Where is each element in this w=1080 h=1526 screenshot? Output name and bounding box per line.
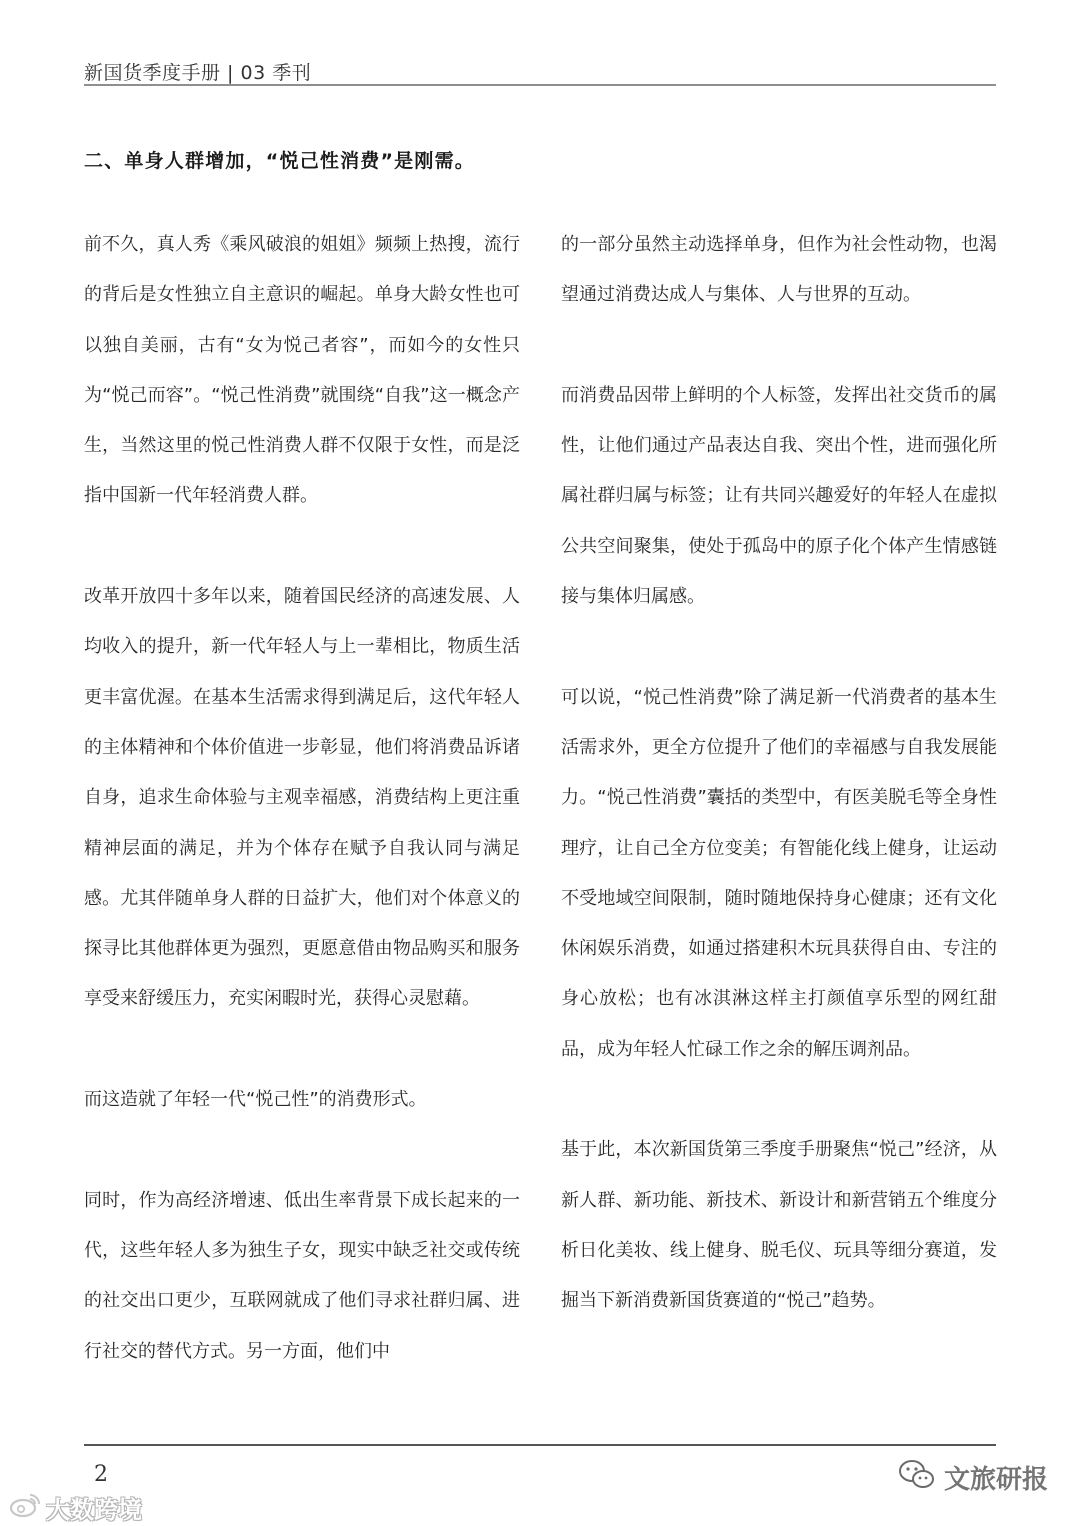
watermark-right xyxy=(898,1458,1048,1497)
paragraph: 的一部分虽然主动选择单身，但作为社会性动物，也渴望通过消费达成人与集体、人与世界的互动。 xyxy=(561,234,997,306)
paragraph: 而这造就了年轻一代“悦己性”的消费形式。 xyxy=(84,1089,427,1111)
weibo-logo-icon xyxy=(8,1491,42,1525)
header-divider xyxy=(84,84,996,86)
wechat-logo-icon xyxy=(898,1458,936,1497)
page-number: 2 xyxy=(94,1462,108,1487)
section-heading: 二、单身人群增加，“悦己性消费”是刚需。 xyxy=(84,150,475,172)
watermark-left-text: 大数跨境 xyxy=(46,1496,142,1524)
running-header: 新国货季度手册 | 03 季刊 xyxy=(84,62,312,84)
footer-divider xyxy=(84,1444,996,1446)
left-column xyxy=(84,220,520,1377)
paragraph: 基于此，本次新国货第三季度手册聚焦“悦己”经济，从新人群、新功能、新技术、新设计和新营销五个维度分析日化美妆、线上健身、脱毛仪、玩具等细分赛道，发掘当下新消费新国货赛道的“悦己”趋势。 xyxy=(561,1139,997,1312)
watermark-left xyxy=(8,1490,142,1525)
paragraph: 可以说，“悦己性消费”除了满足新一代消费者的基本生活需求外，更全方位提升了他们的幸福感与自我发展能力。“悦己性消费”囊括的类型中，有医美脱毛等全身性理疗，让自己全方位变美；有智能化线上健身，让运动不受地域空间限制，随时随地保持身心健康；还有文化休闲娱乐消费，如通过搭建积木玩具获得自由、专注的身心放松；也有冰淇淋这样主打颜值享乐型的网红甜品，成为年轻人忙碌工作之余的解压调剂品。 xyxy=(561,686,997,1060)
watermark-right-text: 文旅研报 xyxy=(944,1465,1049,1495)
paragraph: 前不久，真人秀《乘风破浪的姐姐》频频上热搜，流行的背后是女性独立自主意识的崛起。单身大龄女性也可以独自美丽，古有“女为悦己者容”，而如今的女性只为“悦己而容”。“悦己性消费”就围绕“自我”这一概念产生，当然这里的悦己性消费人群不仅限于女性，而是泛指中国新一代年轻消费人群。 xyxy=(84,234,520,507)
paragraph: 改革开放四十多年以来，随着国民经济的高速发展、人均收入的提升，新一代年轻人与上一辈相比，物质生活更丰富优渥。在基本生活需求得到满足后，这代年轻人的主体精神和个体价值进一步彰显，他们将消费品诉诸自身，追求生命体验与主观幸福感，消费结构上更注重精神层面的满足，并为个体存在赋予自我认同与满足感。尤其伴随单身人群的日益扩大，他们对个体意义的探寻比其他群体更为强烈，更愿意借由物品购买和服务享受来舒缓压力，充实闲暇时光，获得心灵慰藉。 xyxy=(84,586,520,1010)
right-column xyxy=(561,220,997,1327)
paragraph: 而消费品因带上鲜明的个人标签，发挥出社交货币的属性，让他们通过产品表达自我、突出个性，进而强化所属社群归属与标签；让有共同兴趣爱好的年轻人在虚拟公共空间聚集，使处于孤岛中的原子化个体产生情感链接与集体归属感。 xyxy=(561,384,997,608)
paragraph: 同时，作为高经济增速、低出生率背景下成长起来的一代，这些年轻人多为独生子女，现实中缺乏社交或传统的社交出口更少，互联网就成了他们寻求社群归属、进行社交的替代方式。另一方面，他们中 xyxy=(84,1189,520,1362)
